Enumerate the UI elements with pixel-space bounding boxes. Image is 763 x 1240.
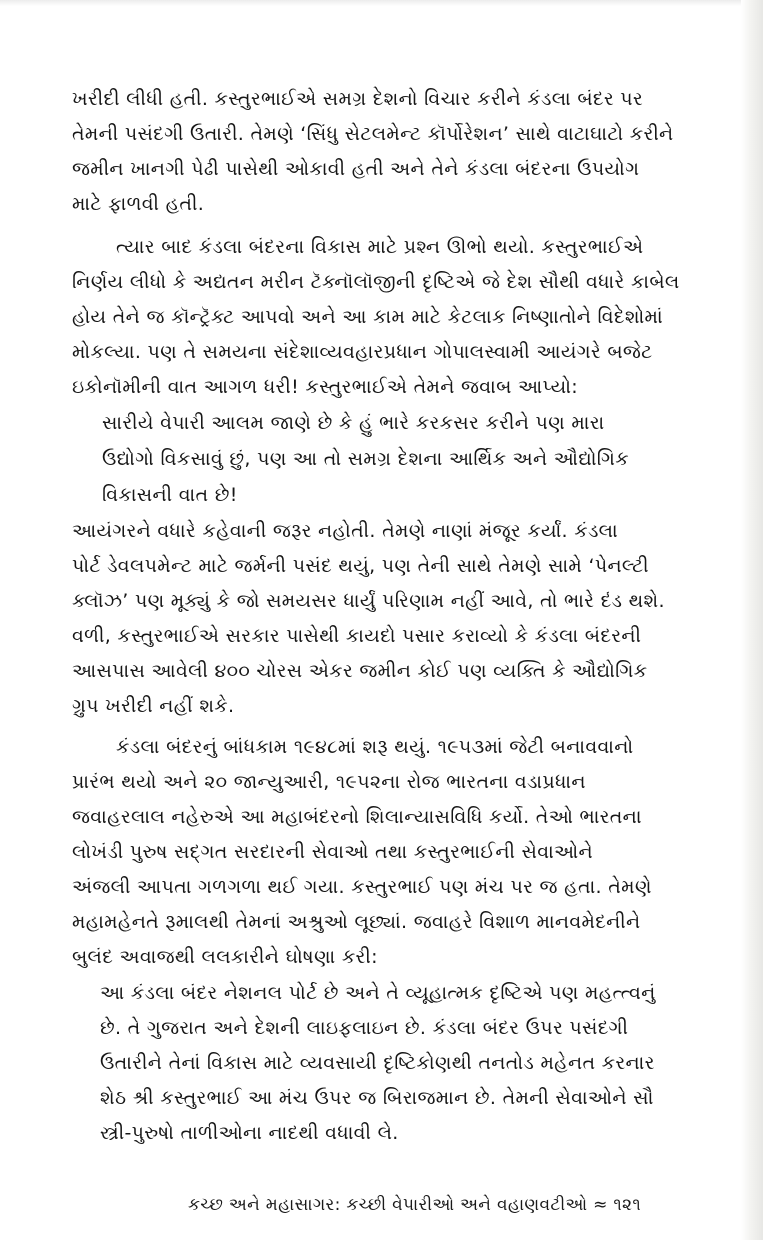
text-line: કંડલા બંદરનું બાંધકામ ૧૯૪૮માં શરૂ થયું. ૧૯૫૩માં જેટી બનાવવાનો [116, 736, 634, 758]
text-line: વળી, કસ્તુરભાઈએ સરકાર પાસેથી કાયદો પસાર કરાવ્યો કે કંડલા બંદરની [72, 625, 642, 647]
text-line: ઇકોનૉમીની વાત આગળ ધરી! કસ્તુરભાઈએ તેમને જવાબ આપ્યો: [72, 376, 578, 398]
quote-line: આ કંડલા બંદર નેશનલ પોર્ટ છે અને તે વ્યૂહાત્મક દૃષ્ટિએ પણ મહત્ત્વનું [100, 982, 656, 1004]
quote-line: ઉતારીને તેનાં વિકાસ માટે વ્યવસાયી દૃષ્ટિકોણથી તનતોડ મહેનત કરનાર [100, 1052, 655, 1074]
text-line: ખરીદી લીધી હતી. કસ્તુરભાઈએ સમગ્ર દેશનો વિચાર કરીને કંડલા બંદર પર [72, 88, 644, 110]
text-line: લોખંડી પુરુષ સદ્‌ગત સરદારની સેવાઓ તથા કસ્તુરભાઈની સેવાઓને [72, 841, 593, 863]
quote-line: વિકાસની વાત છે! [102, 484, 238, 506]
quote-line: શેઠ શ્રી કસ્તુરભાઈ આ મંચ ઉપર જ બિરાજમાન છે. તેમની સેવાઓને સૌ [100, 1087, 654, 1109]
text-line: હોય તેને જ કૉન્ટ્રૅક્ટ આપવો અને આ કામ માટે કેટલાક નિષ્ણાતોને વિદેશોમાં [72, 306, 663, 328]
text-line: અંજલી આપતા ગળગળા થઈ ગયા. કસ્તુરભાઈ પણ મંચ પર જ હતા. તેમણે [72, 876, 652, 898]
text-line: નિર્ણય લીધો કે અદ્યતન મરીન ટૅક્નૉલૉજીની દૃષ્ટિએ જે દેશ સૌથી વધારે કાબેલ [72, 271, 680, 293]
text-line: ક્લૉઝ’ પણ મૂક્યું કે જો સમયસર ધાર્યું પરિણામ નહીં આવે, તો ભારે દંડ થશે. [72, 590, 665, 612]
text-line: આયંગરને વધારે કહેવાની જરૂર નહોતી. તેમણે નાણાં મંજૂર કર્યાં. કંડલા [72, 520, 618, 542]
text-line: તેમની પસંદગી ઉતારી. તેમણે ‘સિંધુ સેટલમેન્ટ કૉર્પોરેશન’ સાથે વાટાઘાટો કરીને [72, 123, 674, 145]
text-line: મહામહેનતે રૂમાલથી તેમનાં અશ્રુઓ લૂછ્યાં. જવાહરે વિશાળ માનવમેદનીને [72, 911, 641, 933]
quote-line: છે. તે ગુજરાત અને દેશની લાઇફલાઇન છે. કંડલા બંદર ઉપર પસંદગી [100, 1017, 629, 1039]
text-line: પ્રારંભ થયો અને ૨૦ જાન્યુઆરી, ૧૯૫૨ના રોજ ભારતના વડાપ્રધાન [72, 771, 586, 793]
footer-separator: ≈ [593, 1195, 608, 1215]
text-line: ત્યાર બાદ કંડલા બંદરના વિકાસ માટે પ્રશ્ન ઊભો થયો. કસ્તુરભાઈએ [116, 236, 644, 258]
text-line: આસપાસ આવેલી ૪૦૦ ચોરસ એકર જમીન કોઈ પણ વ્યક્તિ કે ઔદ્યોગિક [72, 660, 648, 682]
text-line: માટે ફાળવી હતી. [72, 193, 205, 215]
text-line: જમીન ખાનગી પેઢી પાસેથી ઓકાવી હતી અને તેને કંડલા બંદરના ઉપયોગ [72, 158, 640, 180]
text-line: મોકલ્યા. પણ તે સમયના સંદેશાવ્યવહારપ્રધાન ગોપાલસ્વામી આયંગરે બજેટ [72, 341, 653, 363]
text-line: પોર્ટ ડેવલપમેન્ટ માટે જર્મની પસંદ થયું, પણ તેની સાથે તેમણે સામે ‘પેનલ્ટી [72, 555, 649, 577]
page-footer [188, 1193, 641, 1217]
quote-line: સ્ત્રી-પુરુષો તાળીઓના નાદથી વધાવી લે. [100, 1122, 399, 1144]
quote-line: સારીયે વેપારી આલમ જાણે છે કે હું ભારે કરકસર કરીને પણ મારા [102, 412, 605, 434]
page-number: ૧૨૧ [613, 1195, 641, 1215]
quote-line: ઉદ્યોગો વિકસાવું છું, પણ આ તો સમગ્ર દેશના આર્થિક અને ઔદ્યોગિક [102, 448, 629, 470]
text-line: જવાહરલાલ નહેરુએ આ મહાબંદરનો શિલાન્યાસવિધિ કર્યો. તેઓ ભારતના [72, 806, 642, 828]
text-line: બુલંદ અવાજથી લલકારીને ઘોષણા કરી: [72, 946, 378, 968]
running-title: કચ્છ અને મહાસાગર: કચ્છી વેપારીઓ અને વહાણવટીઓ [188, 1195, 588, 1215]
text-line: ગ્રુપ ખરીદી નહીં શકે. [72, 695, 235, 717]
